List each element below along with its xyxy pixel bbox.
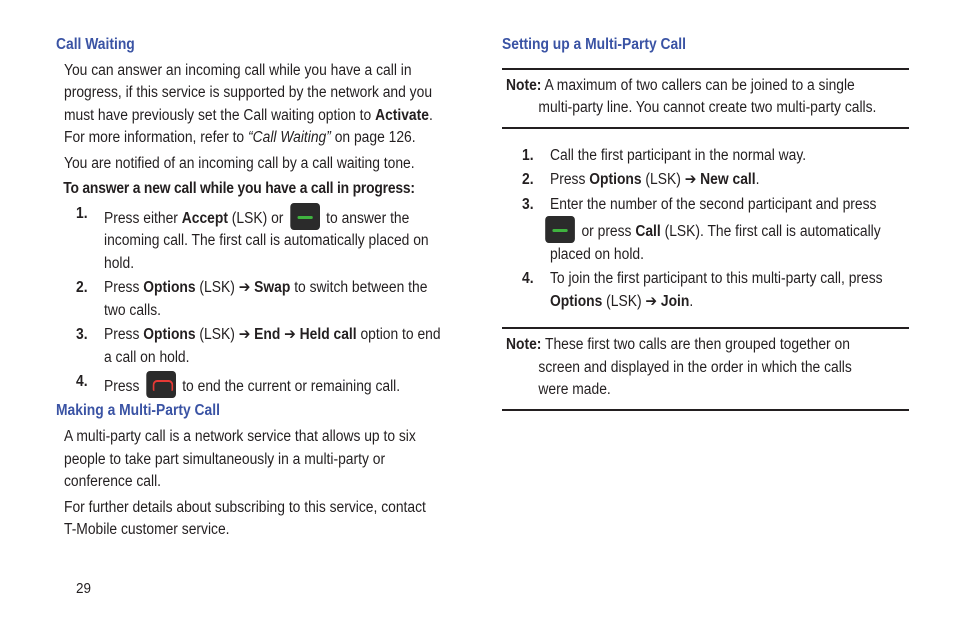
cross-reference-link: “Call Waiting” (247, 129, 331, 146)
send-key-icon (290, 203, 320, 230)
note-box-1: Note: A maximum of two callers can be joined to a single multi-party line. You cannot create two multi-party calls. (502, 68, 909, 129)
list-item: 3. Press Options (LSK) ➔ End ➔ Held call option to end a call on hold. (76, 326, 441, 366)
list-item: 2. Press Options (LSK) ➔ New call. (522, 171, 760, 188)
section-heading-multi-party: Making a Multi-Party Call (56, 401, 220, 419)
left-column (56, 34, 460, 542)
list-item: 1. Press either Accept (LSK) or to answer the incoming call. The first call is automatically placed on hold. (76, 204, 429, 272)
note-label: Note: (506, 336, 542, 353)
section-heading-call-waiting: Call Waiting (56, 36, 135, 53)
right-column (502, 34, 910, 411)
multi-party-paragraph-1: A multi-party call is a network service that allows up to six people to take part simultaneously in a multi-party or conference call. (64, 428, 416, 490)
call-waiting-paragraph-2: You are notified of an incoming call by a call waiting tone. (64, 154, 415, 172)
list-item: 2. Press Options (LSK) ➔ Swap to switch between the two calls. (76, 279, 428, 319)
call-waiting-paragraph-1: You can answer an incoming call while you have a call in progress, if this service is supported by the network and you must have previously set the Call waiting option to Activate. For more information, refer to “Call Waiting” on page 126. (64, 61, 433, 146)
list-item: 4. Press to end the current or remaining call. (56, 371, 460, 399)
list-item: 4. To join the first participant to this multi-party call, press Options (LSK) ➔ Join. (522, 270, 883, 310)
list-item: 1. Call the first participant in the normal way. (522, 146, 807, 164)
page-number: 29 (76, 580, 92, 597)
send-key-icon (545, 216, 575, 243)
note-box-2: Note: These first two calls are then grouped together on screen and displayed in the order in which the calls were made. (502, 327, 909, 411)
procedure-subheading: To answer a new call while you have a call in progress: (63, 180, 415, 197)
call-waiting-steps (56, 203, 460, 399)
end-key-icon (146, 371, 176, 398)
section-heading-setting-up: Setting up a Multi-Party Call (502, 36, 686, 53)
list-item: 3. Enter the number of the second participant and press or press Call (LSK). The first call is automatically placed on hold. (522, 195, 881, 263)
multi-party-steps (502, 145, 910, 314)
note-label: Note: (506, 76, 542, 94)
multi-party-paragraph-2: For further details about subscribing to this service, contact T-Mobile customer service. (64, 498, 426, 538)
